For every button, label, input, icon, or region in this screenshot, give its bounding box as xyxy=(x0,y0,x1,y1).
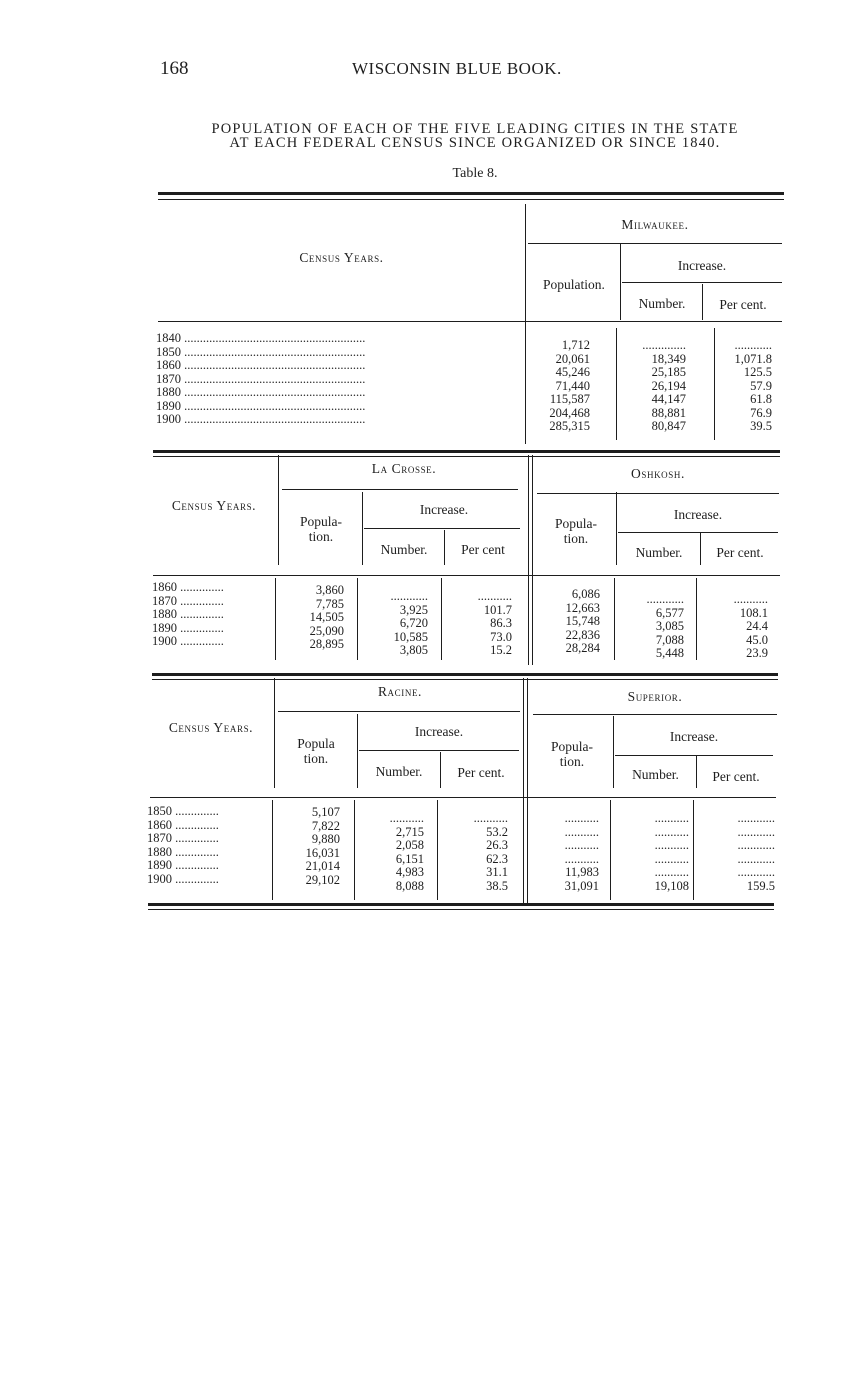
increase-number-cell: ........... xyxy=(389,811,424,825)
oshkosh-inc-divider xyxy=(700,532,701,565)
increase-percent-cell: 53.2 xyxy=(486,824,508,839)
increase-number-cell: 88,881 xyxy=(651,405,686,420)
racine-increase-rule xyxy=(359,750,519,751)
per-cent-heading: Per cent. xyxy=(719,297,767,312)
census-year-row xyxy=(156,400,524,414)
dot-leader: .......................................................... xyxy=(181,331,366,345)
increase-number-cell: ............ xyxy=(646,592,684,606)
increase-percent-cell: 108.1 xyxy=(739,605,768,620)
population-cell: 28,895 xyxy=(309,637,344,651)
city-divider-2 xyxy=(532,455,533,665)
milwaukee-header-rule xyxy=(158,321,782,322)
increase-percent-cell: ........... xyxy=(473,811,508,825)
oshkosh-data-divider-1 xyxy=(614,578,615,660)
lacrosse-bottom-rule-thin xyxy=(152,679,778,680)
population-cell: 12,663 xyxy=(565,600,600,615)
lacrosse-population-heading: Popula- tion. xyxy=(300,514,342,544)
population-cell: 3,860 xyxy=(315,583,344,597)
dot-leader: .......................................................... xyxy=(181,344,366,359)
lacrosse-increase-rule xyxy=(364,528,520,529)
superior-number-heading: Number. xyxy=(632,767,679,782)
racine-left-divider xyxy=(274,678,275,788)
census-year: 1870 xyxy=(147,831,172,845)
census-year: 1900 xyxy=(152,634,177,648)
dot-leader: .............. xyxy=(172,817,219,832)
increase-number-cell: 25,185 xyxy=(651,365,686,379)
superior-data-divider-2 xyxy=(693,800,694,900)
increase-number-cell: 7,088 xyxy=(655,632,684,647)
population-cell: ........... xyxy=(564,851,599,866)
population-cell: 31,091 xyxy=(564,878,599,893)
oshkosh-percent-column xyxy=(698,593,768,661)
lacrosse-population-column xyxy=(280,584,344,652)
racine-inc-divider xyxy=(440,752,441,788)
lacrosse-heading: La Crosse. xyxy=(371,461,437,476)
dot-leader: .............. xyxy=(177,593,224,608)
population-cell: 20,061 xyxy=(555,351,590,366)
racine-data-divider-2 xyxy=(437,800,438,900)
census-year-row xyxy=(147,805,271,819)
lacrosse-bottom-rule xyxy=(152,673,778,676)
milwaukee-years-column xyxy=(156,332,524,427)
increase-percent-cell: 62.3 xyxy=(486,851,508,866)
page-header xyxy=(160,58,640,82)
increase-percent-cell: 76.9 xyxy=(750,405,772,420)
milwaukee-percent-column xyxy=(716,339,772,434)
number-heading: Number. xyxy=(638,296,686,311)
table-bottom-rule-thin xyxy=(148,909,774,910)
racine-number-column xyxy=(356,812,424,893)
lacrosse-years-column xyxy=(152,581,274,649)
oshkosh-number-column xyxy=(616,593,684,661)
title-line-1: POPULATION OF EACH OF THE FIVE LEADING CITIES IN THE STATE xyxy=(211,121,739,137)
dot-leader: .............. xyxy=(172,844,219,859)
population-cell: 25,090 xyxy=(309,623,344,638)
increase-number-cell: 6,720 xyxy=(399,616,428,630)
increase-number-cell: 6,151 xyxy=(395,851,424,866)
increase-percent-cell: 73.0 xyxy=(490,629,512,644)
census-year-row xyxy=(156,386,524,400)
census-year: 1900 xyxy=(147,871,172,886)
racine-data-divider-0 xyxy=(272,800,273,900)
table-top-rule-thin xyxy=(158,199,784,200)
table-bottom-rule xyxy=(148,903,774,906)
milwaukee-increase-rule xyxy=(622,282,782,283)
increase-number-cell: 3,085 xyxy=(655,619,684,633)
increase-number-cell: 4,983 xyxy=(395,865,424,879)
increase-percent-cell: ............ xyxy=(737,851,775,866)
census-year-row xyxy=(152,581,274,595)
superior-population-heading: Popula- tion. xyxy=(551,739,593,769)
milwaukee-number-column xyxy=(620,339,686,434)
increase-number-cell: 18,349 xyxy=(651,351,686,366)
increase-percent-cell: 57.9 xyxy=(750,378,772,393)
racine-percent-column xyxy=(440,812,508,893)
racine-pop-divider xyxy=(357,714,358,788)
increase-percent-cell: 23.9 xyxy=(746,646,768,660)
dot-leader: .......................................................... xyxy=(181,398,366,413)
racine-heading: Racine. xyxy=(377,684,423,699)
increase-percent-cell: 24.4 xyxy=(746,619,768,633)
census-year: 1850 xyxy=(156,344,181,359)
increase-percent-cell: ............ xyxy=(737,811,775,825)
increase-percent-cell: 159.5 xyxy=(746,878,775,893)
census-year: 1840 xyxy=(156,331,181,345)
increase-percent-cell: ........... xyxy=(733,592,768,606)
population-cell: 11,983 xyxy=(565,865,599,879)
racine-years-column xyxy=(147,805,271,886)
increase-number-cell: ........... xyxy=(654,851,689,866)
census-year-row xyxy=(147,819,271,833)
increase-number-cell: ............ xyxy=(390,589,428,603)
milwaukee-name-rule xyxy=(528,243,782,244)
population-heading: Population. xyxy=(543,277,605,292)
increase-percent-cell: 15.2 xyxy=(490,643,512,657)
census-year: 1870 xyxy=(152,593,177,608)
increase-percent-cell: 31.1 xyxy=(486,865,508,879)
racine-number-heading: Number. xyxy=(375,764,423,779)
dot-leader: .............. xyxy=(172,804,219,818)
lacrosse-number-column xyxy=(360,590,428,658)
dot-leader: .............. xyxy=(177,580,224,594)
population-cell: 15,748 xyxy=(565,614,600,628)
census-year-row xyxy=(147,859,271,873)
milwaukee-bottom-rule xyxy=(153,450,780,453)
census-year-row xyxy=(152,635,274,649)
dot-leader: .......................................................... xyxy=(181,371,366,386)
census-year-row xyxy=(156,359,524,373)
census-year: 1860 xyxy=(147,817,172,832)
population-cell: ........... xyxy=(564,824,599,839)
increase-percent-cell: 125.5 xyxy=(743,365,772,379)
census-year-row xyxy=(156,413,524,427)
population-cell: ........... xyxy=(564,811,599,825)
superior-data-divider-1 xyxy=(610,800,611,900)
increase-percent-cell: ........... xyxy=(477,589,512,603)
lacrosse-percent-heading: Per cent xyxy=(461,542,505,557)
census-year: 1880 xyxy=(147,844,172,859)
superior-population-column xyxy=(531,812,599,893)
lacrosse-pop-divider xyxy=(362,492,363,565)
dot-leader: .............. xyxy=(177,620,224,635)
milwaukee-heading: Milwaukee. xyxy=(621,217,689,232)
superior-increase-heading: Increase. xyxy=(669,729,719,744)
population-cell: 6,086 xyxy=(571,587,600,601)
increase-number-cell: ........... xyxy=(654,865,689,879)
city-divider-3 xyxy=(523,678,524,906)
lacrosse-header-rule xyxy=(153,575,780,576)
table-title xyxy=(150,122,800,150)
page-number: 168 xyxy=(160,58,189,79)
oshkosh-number-heading: Number. xyxy=(635,545,683,560)
city-divider-4 xyxy=(527,678,528,906)
table-top-rule xyxy=(158,192,784,195)
census-year: 1890 xyxy=(152,620,177,635)
population-cell: 71,440 xyxy=(555,378,590,393)
increase-percent-cell: ............ xyxy=(737,865,775,879)
census-year: 1890 xyxy=(147,858,172,872)
lacrosse-data-divider-1 xyxy=(357,578,358,660)
population-cell: 22,836 xyxy=(565,627,600,642)
increase-number-cell: 3,925 xyxy=(399,602,428,617)
racine-increase-heading: Increase. xyxy=(414,724,464,739)
increase-percent-cell: 101.7 xyxy=(483,602,512,617)
dot-leader: .............. xyxy=(172,871,219,886)
increase-number-cell: 10,585 xyxy=(393,629,428,644)
superior-pop-divider xyxy=(613,716,614,788)
increase-number-cell: ........... xyxy=(654,824,689,839)
census-year: 1890 xyxy=(156,398,181,413)
increase-number-cell: 26,194 xyxy=(651,378,686,393)
census-years-heading-2: Census Years. xyxy=(171,498,257,513)
population-cell: 45,246 xyxy=(555,365,590,379)
racine-data-divider-1 xyxy=(354,800,355,900)
census-year-row xyxy=(156,332,524,346)
oshkosh-name-rule xyxy=(537,493,779,494)
lacrosse-name-rule xyxy=(282,489,518,490)
census-year: 1880 xyxy=(156,385,181,399)
superior-percent-column xyxy=(695,812,775,893)
racine-population-heading: Popula tion. xyxy=(297,736,335,766)
increase-percent-cell: ............ xyxy=(734,338,772,352)
increase-number-cell: ........... xyxy=(654,838,689,852)
population-cell: 5,107 xyxy=(311,805,340,819)
lacrosse-number-heading: Number. xyxy=(380,542,428,557)
superior-percent-heading: Per cent. xyxy=(712,769,760,784)
increase-number-cell: .............. xyxy=(642,338,686,352)
milwaukee-inc-divider xyxy=(702,284,703,320)
increase-percent-cell: ............ xyxy=(737,838,775,852)
dot-leader: .............. xyxy=(177,634,224,648)
dot-leader: .............. xyxy=(172,858,219,872)
increase-percent-cell: 61.8 xyxy=(750,392,772,406)
racine-name-rule xyxy=(278,711,520,712)
increase-heading: Increase. xyxy=(677,258,727,273)
population-cell: 285,315 xyxy=(549,419,590,433)
oshkosh-pop-divider xyxy=(616,492,617,565)
census-year-row xyxy=(156,373,524,387)
running-head: WISCONSIN BLUE BOOK. xyxy=(352,59,562,78)
census-years-heading-3: Census Years. xyxy=(168,720,254,735)
increase-percent-cell: ............ xyxy=(737,824,775,839)
dot-leader: .......................................................... xyxy=(181,412,366,426)
lacrosse-inc-divider xyxy=(444,530,445,565)
title-line-2: AT EACH FEDERAL CENSUS SINCE ORGANIZED OR SINCE 1840. xyxy=(229,135,721,151)
census-year: 1900 xyxy=(156,412,181,426)
dot-leader: .............. xyxy=(172,831,219,845)
census-year-row xyxy=(147,873,271,887)
milwaukee-population-column xyxy=(528,339,590,434)
population-cell: 204,468 xyxy=(549,405,590,420)
census-year: 1860 xyxy=(152,580,177,594)
superior-increase-rule xyxy=(615,755,773,756)
census-years-heading: Census Years. xyxy=(299,250,384,265)
population-cell: 9,880 xyxy=(311,832,340,846)
population-cell: 14,505 xyxy=(309,610,344,624)
increase-percent-cell: 1,071.8 xyxy=(734,351,772,366)
racine-population-column xyxy=(276,806,340,887)
lacrosse-percent-column xyxy=(444,590,512,658)
census-year-row xyxy=(152,622,274,636)
racine-header-rule xyxy=(150,797,776,798)
milwaukee-divider xyxy=(525,204,526,444)
superior-number-column xyxy=(613,812,689,893)
increase-number-cell: ........... xyxy=(654,811,689,825)
increase-number-cell: 2,715 xyxy=(395,824,424,839)
lacrosse-increase-heading: Increase. xyxy=(419,502,469,517)
milwaukee-bottom-rule-thin xyxy=(153,456,780,457)
population-cell: 1,712 xyxy=(561,338,590,352)
population-cell: 16,031 xyxy=(305,845,340,860)
lacrosse-data-divider-0 xyxy=(275,578,276,660)
superior-inc-divider xyxy=(696,755,697,788)
oshkosh-percent-heading: Per cent. xyxy=(716,545,764,560)
increase-percent-cell: 26.3 xyxy=(486,838,508,852)
dot-leader: .............. xyxy=(177,607,224,621)
population-cell: 21,014 xyxy=(305,859,340,873)
increase-number-cell: 44,147 xyxy=(651,392,686,406)
population-cell: ........... xyxy=(564,838,599,852)
population-cell: 29,102 xyxy=(305,872,340,887)
census-year: 1870 xyxy=(156,371,181,386)
census-year: 1850 xyxy=(147,804,172,818)
increase-percent-cell: 38.5 xyxy=(486,878,508,893)
population-cell: 7,785 xyxy=(315,596,344,611)
city-divider-1 xyxy=(528,455,529,665)
census-year: 1880 xyxy=(152,607,177,621)
increase-percent-cell: 39.5 xyxy=(750,419,772,433)
dot-leader: .......................................................... xyxy=(181,385,366,399)
population-cell: 115,587 xyxy=(549,392,590,406)
increase-number-cell: 3,805 xyxy=(399,643,428,657)
population-cell: 28,284 xyxy=(565,641,600,655)
milwaukee-data-divider-1 xyxy=(616,328,617,440)
census-year-row xyxy=(147,846,271,860)
increase-number-cell: 19,108 xyxy=(654,878,689,893)
increase-number-cell: 2,058 xyxy=(395,838,424,852)
lacrosse-data-divider-2 xyxy=(441,578,442,660)
population-cell: 7,822 xyxy=(311,818,340,833)
lacrosse-left-divider xyxy=(278,455,279,565)
census-year-row xyxy=(152,608,274,622)
superior-heading: Superior. xyxy=(627,689,683,704)
increase-percent-cell: 45.0 xyxy=(746,632,768,647)
census-year-row xyxy=(156,346,524,360)
census-year-row xyxy=(147,832,271,846)
milwaukee-pop-divider xyxy=(620,244,621,320)
oshkosh-increase-rule xyxy=(618,532,778,533)
increase-number-cell: 6,577 xyxy=(655,605,684,620)
increase-number-cell: 8,088 xyxy=(395,878,424,893)
oshkosh-heading: Oshkosh. xyxy=(631,466,685,481)
superior-name-rule xyxy=(533,714,777,715)
oshkosh-data-divider-2 xyxy=(696,578,697,660)
dot-leader: .......................................................... xyxy=(181,358,366,372)
table-label: Table 8. xyxy=(452,166,498,181)
increase-percent-cell: 86.3 xyxy=(490,616,512,630)
census-year: 1860 xyxy=(156,358,181,372)
increase-number-cell: 5,448 xyxy=(655,646,684,660)
oshkosh-increase-heading: Increase. xyxy=(673,507,723,522)
milwaukee-data-divider-2 xyxy=(714,328,715,440)
racine-percent-heading: Per cent. xyxy=(457,765,505,780)
increase-number-cell: 80,847 xyxy=(651,419,686,433)
oshkosh-population-column xyxy=(536,588,600,656)
census-year-row xyxy=(152,595,274,609)
oshkosh-population-heading: Popula- tion. xyxy=(555,516,597,546)
